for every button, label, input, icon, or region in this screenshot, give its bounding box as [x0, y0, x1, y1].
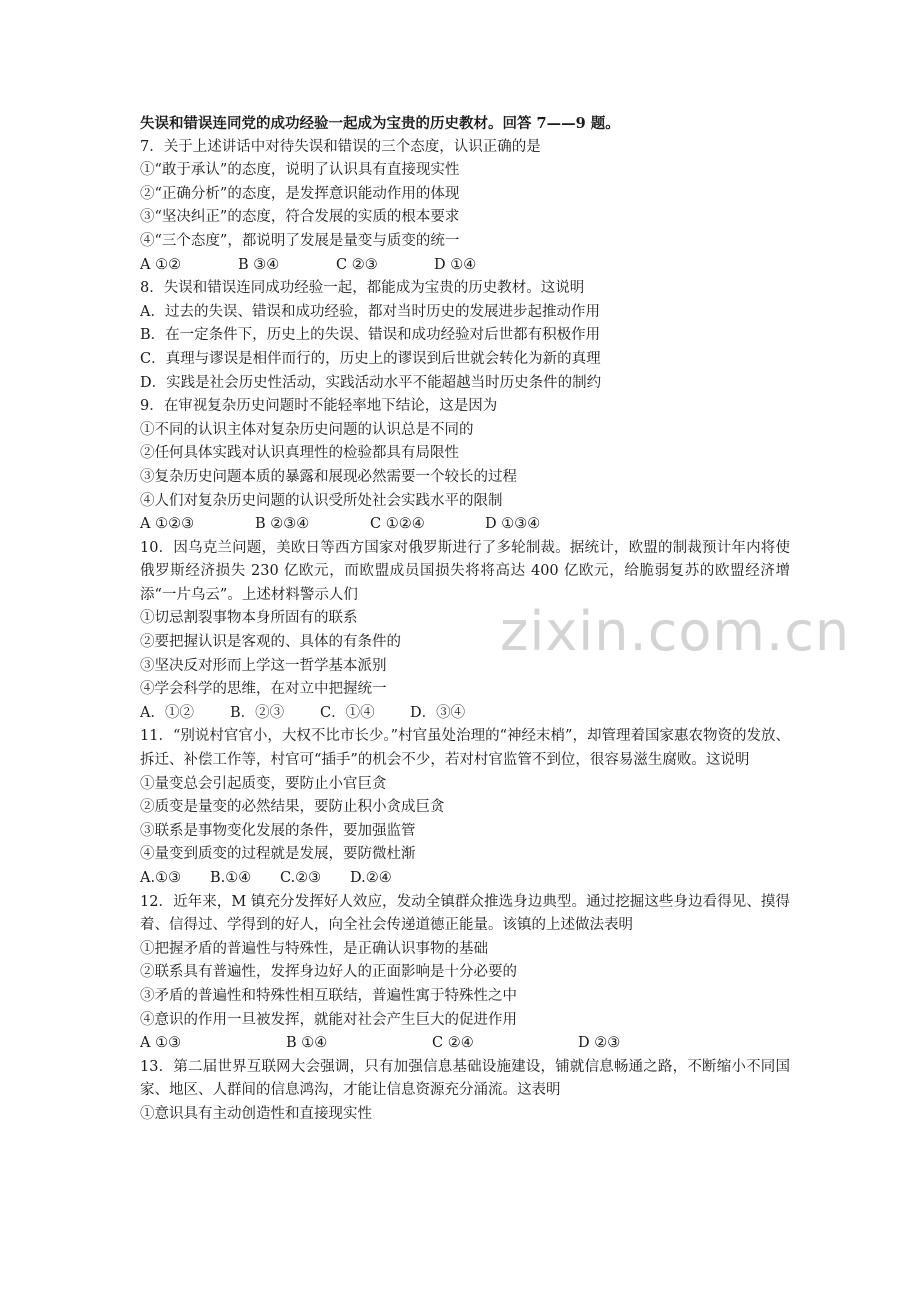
q12-option-d[interactable]: D ②③ — [578, 1035, 621, 1052]
q12-item: ③矛盾的普遍性和特殊性相互联结，普遍性寓于特殊性之中 — [140, 987, 517, 1004]
section-intro: 失误和错误连同党的成功经验一起成为宝贵的历史教材。回答 7——9 题。 — [140, 115, 620, 132]
q7-option-b[interactable]: B ③④ — [238, 256, 280, 273]
q9-item: ②任何具体实践对认识真理性的检验都具有局限性 — [140, 445, 459, 462]
question-12-stem: 12．近年来，M 镇充分发挥好人效应，发动全镇群众推选身边典型。通过挖掘这些身边看得见、摸得着、信得过、学得到的好人，向全社会传递道德正能量。该镇的上述做法表明 — [140, 893, 790, 934]
question-11-stem: 11．“别说村官官小，大权不比市长少。”村官虽处治理的“神经末梢”，却管理着国家惠农物资的发放、拆迁、补偿工作等，村官可“插手”的机会不少，若对村官监管不到位，很容易滋生腐败。这说明 — [140, 728, 790, 769]
q9-item: ①不同的认识主体对复杂历史问题的认识总是不同的 — [140, 421, 474, 438]
question-8-stem: 8．失误和错误连同成功经验一起，都能成为宝贵的历史教材。这说明 — [140, 280, 585, 297]
q10-option-b[interactable]: B．②③ — [230, 704, 285, 721]
q11-option-d[interactable]: D.②④ — [350, 870, 392, 886]
q11-item: ③联系是事物变化发展的条件，要加强监管 — [140, 822, 416, 839]
q11-item: ④量变到质变的过程就是发展，要防微杜渐 — [140, 846, 416, 863]
q9-option-d[interactable]: D ①③④ — [485, 516, 541, 533]
q7-option-d[interactable]: D ①④ — [434, 256, 477, 273]
q10-item: ③坚决反对形而上学这一哲学基本派别 — [140, 657, 387, 674]
q12-option-b[interactable]: B ①④ — [286, 1035, 328, 1052]
watermark: zixin.com.cn — [500, 600, 851, 663]
q10-item: ①切忌割裂事物本身所固有的联系 — [140, 610, 358, 627]
q12-item: ②联系具有普遍性，发挥身边好人的正面影响是十分必要的 — [140, 964, 517, 981]
q13-item: ①意识具有主动创造性和直接现实性 — [140, 1105, 372, 1122]
q7-option-c[interactable]: C ②③ — [336, 256, 378, 273]
q11-option-c[interactable]: C.②③ — [280, 870, 322, 886]
q7-item: ①“敢于承认”的态度，说明了认识具有直接现实性 — [140, 162, 460, 179]
q7-item: ④“三个态度”，都说明了发展是量变与质变的统一 — [140, 232, 460, 249]
q7-item: ②“正确分析”的态度，是发挥意识能动作用的体现 — [140, 185, 460, 202]
q9-item: ④人们对复杂历史问题的认识受所处社会实践水平的限制 — [140, 492, 503, 509]
q7-item: ③“坚决纠正”的态度，符合发展的实质的根本要求 — [140, 209, 460, 226]
q9-option-c[interactable]: C ①②④ — [370, 516, 425, 533]
q11-item: ①量变总会引起质变，要防止小官巨贪 — [140, 775, 387, 792]
q10-option-d[interactable]: D．③④ — [410, 704, 466, 721]
q12-item: ④意识的作用一旦被发挥，就能对社会产生巨大的促进作用 — [140, 1011, 517, 1028]
exam-page — [140, 112, 790, 1127]
q9-item: ③复杂历史问题本质的暴露和展现必然需要一个较长的过程 — [140, 468, 517, 485]
q10-options — [140, 702, 790, 726]
q11-option-a[interactable]: A.①③ — [140, 870, 182, 886]
q12-options — [140, 1032, 790, 1056]
q8-option-a[interactable]: A．过去的失误、错误和成功经验，都对当时历史的发展进步起推动作用 — [140, 303, 600, 320]
q11-item: ②质变是量变的必然结果，要防止积小贪成巨贪 — [140, 799, 445, 816]
q12-option-c[interactable]: C ②④ — [432, 1035, 474, 1052]
q10-item: ④学会科学的思维，在对立中把握统一 — [140, 681, 387, 698]
q12-option-a[interactable]: A ①③ — [140, 1035, 182, 1052]
q8-option-b[interactable]: B．在一定条件下，历史上的失误、错误和成功经验对后世都有积极作用 — [140, 327, 601, 344]
q9-options — [140, 513, 790, 537]
q9-option-b[interactable]: B ②③④ — [255, 516, 310, 533]
q10-option-c[interactable]: C．①④ — [320, 704, 375, 721]
q10-option-a[interactable]: A．①② — [140, 704, 194, 721]
q10-item: ②要把握认识是客观的、具体的有条件的 — [140, 634, 401, 651]
question-13-stem: 13．第二届世界互联网大会强调，只有加强信息基础设施建设，铺就信息畅通之路，不断缩小不同国家、地区、人群间的信息鸿沟，才能让信息资源充分涌流。这表明 — [140, 1058, 790, 1099]
q7-option-a[interactable]: A ①② — [140, 256, 182, 273]
q11-options — [140, 867, 790, 891]
question-9-stem: 9．在审视复杂历史问题时不能轻率地下结论，这是因为 — [140, 398, 498, 415]
q9-option-a[interactable]: A ①②③ — [140, 516, 195, 533]
question-7-stem: 7．关于上述讲话中对待失误和错误的三个态度，认识正确的是 — [140, 138, 541, 155]
q11-option-b[interactable]: B.①④ — [210, 870, 252, 886]
q7-options — [140, 254, 790, 278]
q8-option-c[interactable]: C．真理与谬误是相伴而行的，历史上的谬误到后世就会转化为新的真理 — [140, 350, 601, 367]
question-10-stem: 10．因乌克兰问题，美欧日等西方国家对俄罗斯进行了多轮制裁。据统计，欧盟的制裁预计年内将使俄罗斯经济损失 230 亿欧元，而欧盟成员国损失将将高达 400 亿欧元，给脆弱复苏的欧盟经济增添“一片乌云”。上述材料警示人们 — [140, 539, 790, 603]
q12-item: ①把握矛盾的普遍性与特殊性，是正确认识事物的基础 — [140, 940, 488, 957]
q8-option-d[interactable]: D．实践是社会历史性活动，实践活动水平不能超越当时历史条件的制约 — [140, 374, 602, 391]
